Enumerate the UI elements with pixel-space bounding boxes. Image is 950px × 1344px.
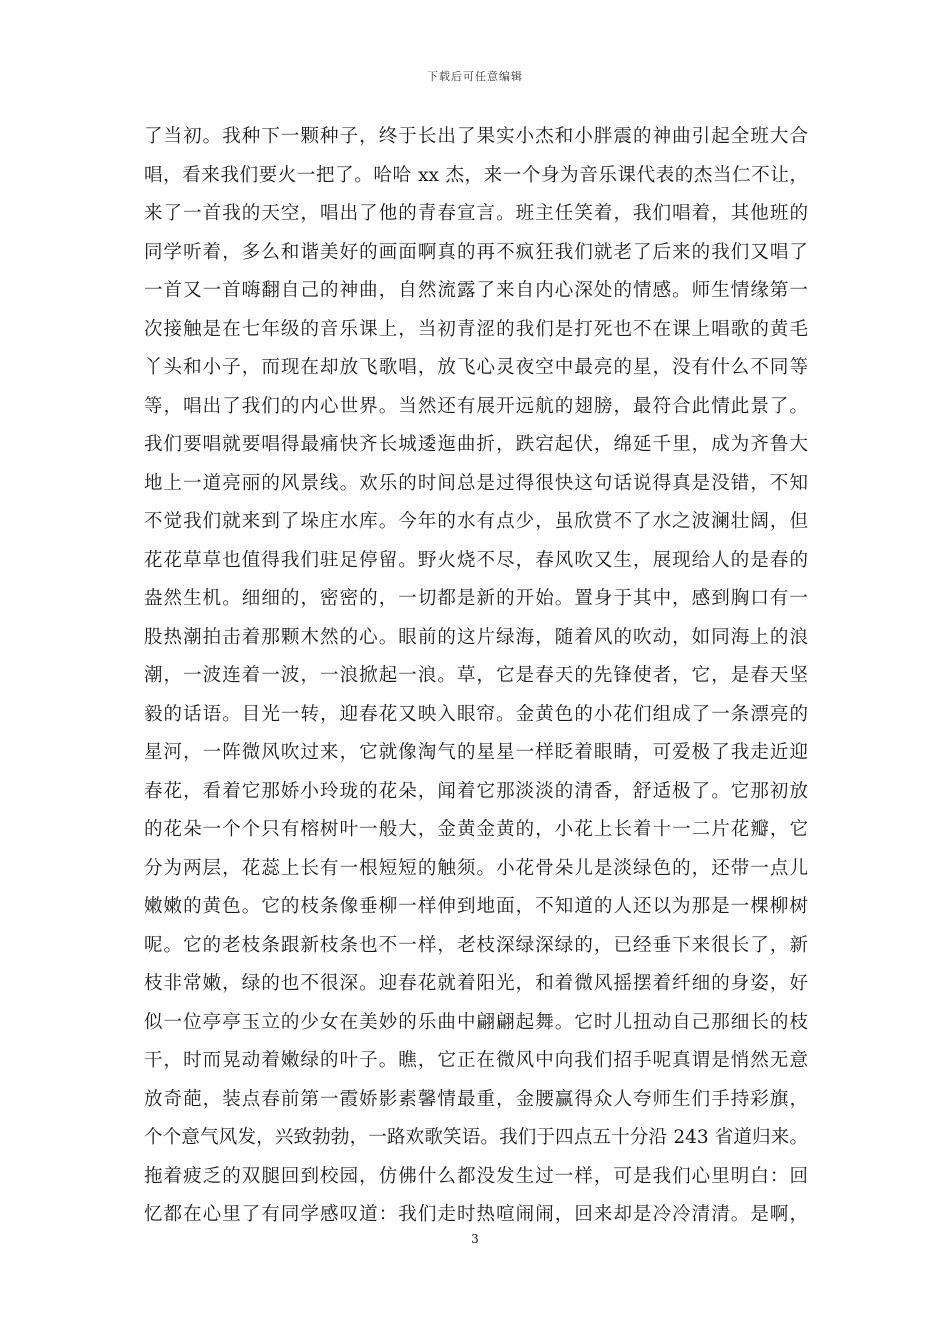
text-line: 星河，一阵微风吹过来，它就像淘气的星星一样眨着眼睛，可爱极了我走近迎 xyxy=(144,742,808,763)
page-number: 3 xyxy=(471,1232,479,1246)
text-line: 丫头和小子，而现在却放飞歌唱，放飞心灵夜空中最亮的星，没有什么不同等 xyxy=(144,357,808,378)
text-line: 次接触是在七年级的音乐课上，当初青涩的我们是打死也不在课上唱歌的黄毛 xyxy=(144,318,808,340)
text-line: 干，时而晃动着嫩绿的叶子。瞧，它正在微风中向我们招手呢真谓是悄然无意 xyxy=(144,1050,808,1071)
text-line: 呢。它的老枝条跟新枝条也不一样，老枝深绿深绿的，已经垂下来很长了，新 xyxy=(144,934,808,956)
text-line: 枝非常嫩，绿的也不很深。迎春花就着阳光，和着微风摇摆着纤细的身姿，好 xyxy=(144,973,808,994)
text-line: 花花草草也值得我们驻足停留。野火烧不尽，春风吹又生，展现给人的是春的 xyxy=(144,549,808,571)
text-line: 唱，看来我们要火一把了。哈哈 xx 杰，来一个身为音乐课代表的杰当仁不让， xyxy=(144,164,808,186)
text-line: 毅的话语。目光一转，迎春花又映入眼帘。金黄色的小花们组成了一条漂亮的 xyxy=(144,703,808,725)
text-line: 盎然生机。细细的，密密的，一切都是新的开始。置身于其中，感到胸口有一 xyxy=(144,588,808,609)
text-line: 的花朵一个个只有榕树叶一般大，金黄金黄的，小花上长着十一二片花瓣，它 xyxy=(144,819,808,840)
text-line: 等，唱出了我们的内心世界。当然还有展开远航的翅膀，最符合此情此景了。 xyxy=(144,395,808,417)
text-line: 似一位亭亭玉立的少女在美妙的乐曲中翩翩起舞。它时儿扭动自己那细长的枝 xyxy=(144,1011,808,1033)
text-line: 潮，一波连着一波，一浪掀起一浪。草，它是春天的先锋使者，它，是春天坚 xyxy=(144,665,808,686)
text-line: 了当初。我种下一颗种子，终于长出了果实小杰和小胖震的神曲引起全班大合 xyxy=(144,126,808,147)
text-line: 忆都在心里了有同学感叹道：我们走时热喧闹闹，回来却是冷冷清清。是啊， xyxy=(144,1204,808,1225)
text-line: 不觉我们就来到了垛庄水库。今年的水有点少，虽欣赏不了水之波澜壮阔，但 xyxy=(144,511,808,532)
text-line: 同学听着，多么和谐美好的画面啊真的再不疯狂我们就老了后来的我们又唱了 xyxy=(144,241,808,263)
text-line: 我们要唱就要唱得最痛快齐长城逶迤曲折，跌宕起伏，绵延千里，成为齐鲁大 xyxy=(144,434,808,455)
text-line: 分为两层，花蕊上长有一根短短的触须。小花骨朵儿是淡绿色的，还带一点儿 xyxy=(144,857,808,879)
text-line: 春花，看着它那娇小玲珑的花朵，闻着它那淡淡的清香，舒适极了。它那初放 xyxy=(144,780,808,802)
document-body xyxy=(144,118,808,1235)
text-line: 嫩嫩的黄色。它的枝条像垂柳一样伸到地面，不知道的人还以为那是一棵柳树 xyxy=(144,896,808,917)
text-line: 一首又一首嗨翻自己的神曲，自然流露了来自内心深处的情感。师生情缘第一 xyxy=(144,280,808,301)
text-line: 股热潮拍击着那颗木然的心。眼前的这片绿海，随着风的吹动，如同海上的浪 xyxy=(144,626,808,648)
text-line: 地上一道亮丽的风景线。欢乐的时间总是过得很快这句话说得真是没错，不知 xyxy=(144,472,808,494)
page-header: 下载后可任意编辑 xyxy=(427,70,523,83)
text-line: 拖着疲乏的双腿回到校园，仿佛什么都没发生过一样，可是我们心里明白：回 xyxy=(144,1165,808,1187)
text-line: 放奇葩，装点春前第一霞娇影素馨情最重，金腰赢得众人夸师生们手持彩旗， xyxy=(144,1088,808,1110)
text-line: 个个意气风发，兴致勃勃，一路欢歌笑语。我们于四点五十分沿 243 省道归来。 xyxy=(144,1127,808,1148)
text-line: 来了一首我的天空，唱出了他的青春宣言。班主任笑着，我们唱着，其他班的 xyxy=(144,203,808,224)
